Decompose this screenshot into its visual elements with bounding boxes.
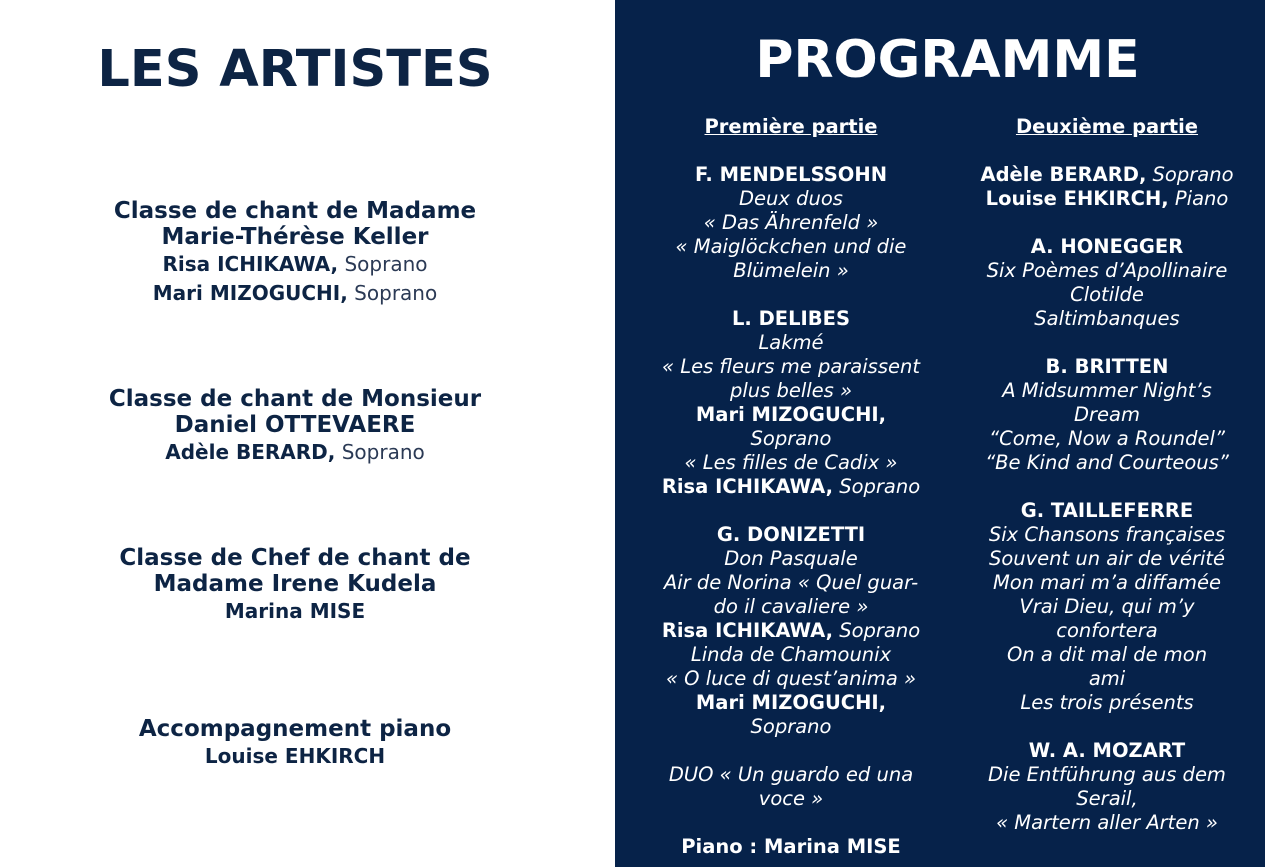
work-line: Serail, [1076,787,1138,810]
composer: L. DELIBES [731,307,851,330]
performer-voice: Piano [1168,187,1229,210]
work-line: On a dit mal de mon [1006,643,1208,666]
work-line: do il cavaliere » [713,595,869,618]
piece-delibes [643,307,939,499]
work-line: DUO « Un guardo ed una [668,763,914,786]
part-one-column [643,115,939,859]
work-line: « Das Ährenfeld » [703,211,879,234]
work-line: Dream [1074,403,1140,426]
composer: G. TAILLEFERRE [1020,499,1194,522]
artist-group-piano [0,716,590,771]
artist-name: Adèle BERARD, [165,440,336,464]
work-line: “Come, Now a Roundel” [989,427,1225,450]
artist-line [0,742,590,771]
work-line: plus belles » [729,379,853,402]
artist-name: Marina MISE [224,599,366,623]
work-line: Air de Norina « Quel guar- [663,571,919,594]
work-line: Les trois présents [1020,691,1194,714]
performer-voice: Soprano [833,475,921,498]
piece-honegger [959,235,1255,331]
group-heading: Accompagnement piano [138,716,452,742]
artist-line [0,250,590,279]
artist-line [0,597,590,626]
performer-voice: Soprano [1146,163,1234,186]
artist-voice: Soprano [347,281,438,305]
artists-title: LES ARTISTES [97,40,493,99]
work-line: Souvent un air de vérité [988,547,1226,570]
artist-group-ottevaere [0,386,590,467]
piece-britten [959,355,1255,475]
composer: W. A. MOZART [1028,739,1186,762]
piece-donizetti [643,523,939,739]
artist-line [0,279,590,308]
piece-duo [643,763,939,811]
performer-name: Louise EHKIRCH, [985,187,1169,210]
composer: G. DONIZETTI [716,523,866,546]
group-heading: Classe de Chef de chant de [119,545,471,571]
performer-name: Adèle BERARD, [980,163,1147,186]
artist-name: Risa ICHIKAWA, [162,252,339,276]
artists-panel [0,0,615,867]
work-line: Mon mari m’a diffamée [992,571,1222,594]
artist-group-kudela [0,545,590,626]
artist-group-keller [0,198,590,308]
performer-name: Risa ICHIKAWA, [661,619,834,642]
artist-name: Mari MIZOGUCHI, [152,281,348,305]
performer-name: Mari MIZOGUCHI, [695,691,887,714]
artist-line [0,438,590,467]
group-heading: Madame Irene Kudela [153,571,437,597]
performer-line [643,475,939,499]
work-line: « Martern aller Arten » [996,811,1218,834]
programme-panel [615,0,1265,867]
work-line: Linda de Chamounix [690,643,892,666]
part-heading: Première partie [704,115,878,138]
composer: F. MENDELSSOHN [694,163,888,186]
group-heading: Classe de chant de Monsieur [108,386,482,412]
work-line: « Les fleurs me paraissent [661,355,920,378]
performer-line [959,187,1255,211]
work-line: Die Entführung aus dem [988,763,1226,786]
work-line: Six Poèmes d’Apollinaire [986,259,1228,282]
piece-mendelssohn [643,163,939,283]
programme-title: PROGRAMME [755,30,1140,90]
work-line: « Maiglöckchen und die [675,235,907,258]
work-line: A Midsummer Night’s [1002,379,1212,402]
work-line: voce » [758,787,824,810]
part-two-column [959,115,1255,859]
composer: B. BRITTEN [1045,355,1169,378]
part-two-performers [959,163,1255,211]
group-heading: Daniel OTTEVAERE [174,412,416,438]
performer-voice: Soprano [750,427,832,450]
artist-voice: Soprano [338,252,428,276]
piano-credit: Piano : Marina MISE [681,835,901,858]
work-line: Vrai Dieu, qui m’y [1019,595,1195,618]
group-heading: Classe de chant de Madame [113,198,477,224]
performer-name: Mari MIZOGUCHI, [695,403,887,426]
performer-voice: Soprano [750,715,832,738]
group-heading: Marie-Thérèse Keller [161,224,429,250]
work-line: Don Pasquale [724,547,858,570]
work-line: ami [1088,667,1126,690]
piece-mozart [959,739,1255,835]
composer: A. HONEGGER [1030,235,1184,258]
work-line: Six Chansons françaises [988,523,1226,546]
work-line: Deux duos [739,187,843,210]
performer-voice: Soprano [833,619,921,642]
work-line: « Les filles de Cadix » [684,451,898,474]
work-line: Clotilde [1070,283,1144,306]
part-heading: Deuxième partie [1015,115,1199,138]
artist-name: Louise EHKIRCH [204,744,386,768]
work-line: Blümelein » [733,259,849,282]
piece-tailleferre [959,499,1255,715]
performer-line [959,163,1255,187]
work-line: « O luce di quest’anima » [665,667,917,690]
performer-name: Risa ICHIKAWA, [661,475,834,498]
artist-voice: Soprano [335,440,425,464]
work-line: confortera [1056,619,1158,642]
work-line: “Be Kind and Courteous” [985,451,1229,474]
work-line: Lakmé [758,331,824,354]
work-line: Saltimbanques [1034,307,1180,330]
performer-line [643,619,939,643]
